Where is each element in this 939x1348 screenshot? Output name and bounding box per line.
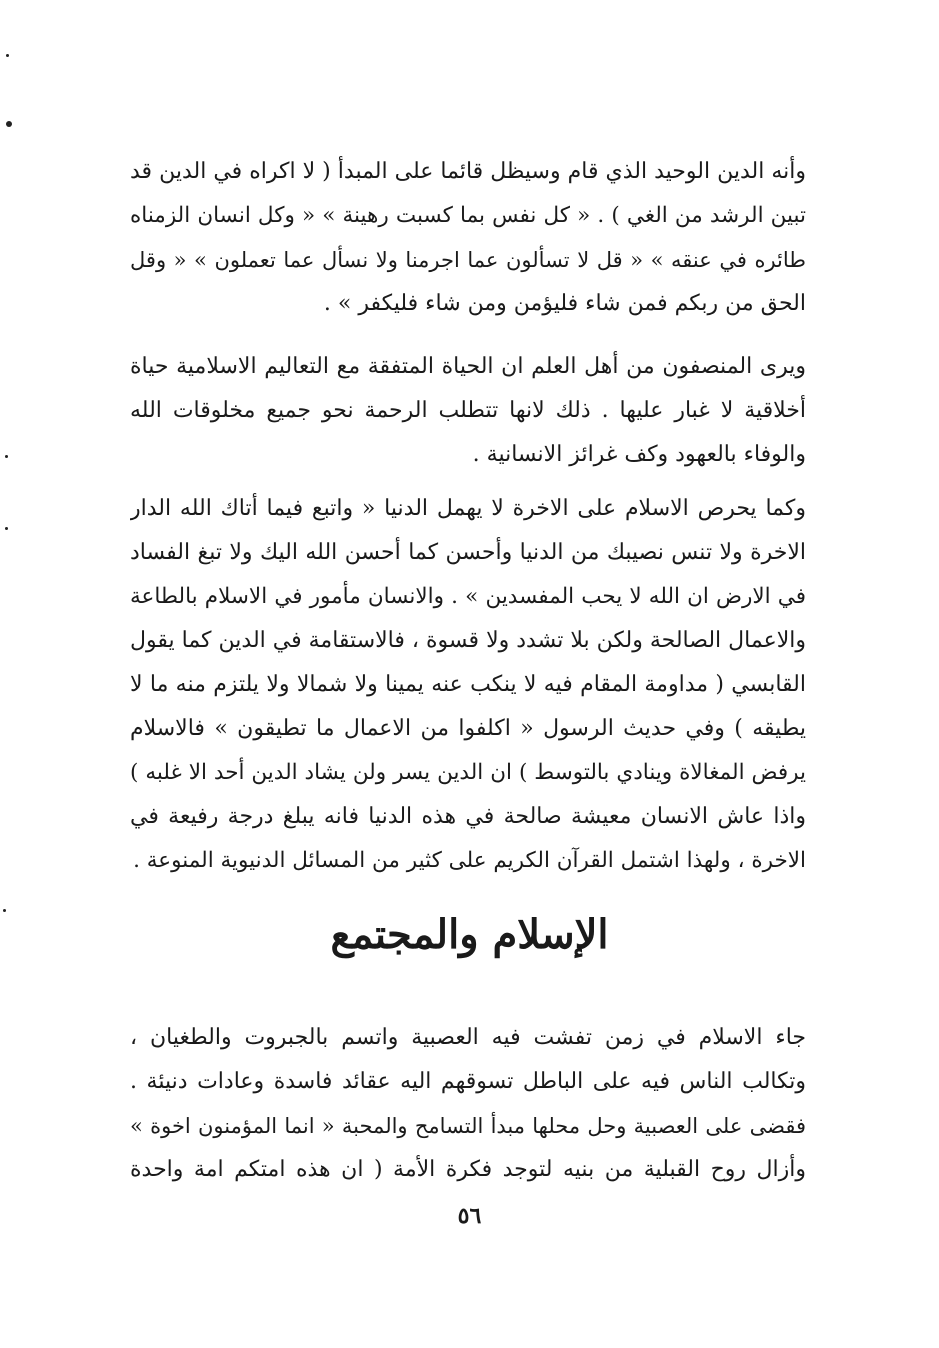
text-line: والاعمال الصالحة ولكن بلا تشدد ولا قسوة ، فالاستقامة في الدين كما يقول bbox=[130, 628, 806, 653]
text-line: أخلاقية لا غبار عليها . ذلك لانها تتطلب الرحمة نحو جميع مخلوقات الله bbox=[130, 398, 806, 423]
paragraph-3 bbox=[130, 487, 806, 883]
scan-speck bbox=[5, 455, 8, 458]
section-heading: الإسلام والمجتمع bbox=[330, 911, 609, 958]
scan-speck bbox=[6, 121, 12, 127]
text-line: وكما يحرص الاسلام على الاخرة لا يهمل الدنيا « واتبع فيما أتاك الله الدار bbox=[130, 496, 806, 521]
text-line: وتكالب الناس فيه على الباطل تسوقهم اليه عقائد فاسدة وعادات دنيئة . bbox=[130, 1069, 806, 1094]
paragraph-2 bbox=[130, 345, 806, 477]
text-line: واذا عاش الانسان معيشة صالحة في هذه الدنيا فانه يبلغ درجة رفيعة في bbox=[130, 804, 806, 829]
text-line: الاخرة ولا تنس نصيبك من الدنيا وأحسن كما أحسن الله اليك ولا تبغ الفساد bbox=[130, 540, 806, 565]
text-line: وأزال روح القبلية من بنيه لتوجد فكرة الأمة ( ان هذه امتكم امة واحدة bbox=[130, 1157, 806, 1182]
text-line: يطيقه ) وفي حديث الرسول « اكلفوا من الاعمال ما تطيقون » فالاسلام bbox=[130, 716, 806, 741]
text-line: طائره في عنقه » « قل لا تسألون عما اجرمنا ولا نسأل عما تعملون » « وقل bbox=[130, 248, 806, 272]
text-line: يرفض المغالاة وينادي بالتوسط ) ان الدين يسر ولن يشاد الدين أحد الا غلبه ) bbox=[130, 760, 806, 785]
text-line: في الارض ان الله لا يحب المفسدين » . والانسان مأمور في الاسلام بالطاعة bbox=[130, 584, 806, 609]
text-line: وأنه الدين الوحيد الذي قام وسيظل قائما على المبدأ ( لا اكراه في الدين قد bbox=[130, 159, 806, 184]
text-line: الحق من ربكم فمن شاء فليؤمن ومن شاء فليكفر » . bbox=[323, 291, 806, 316]
scan-speck bbox=[5, 527, 8, 530]
text-line: والوفاء بالعهود وكف غرائز الانسانية . bbox=[472, 442, 806, 467]
text-line: الاخرة ، ولهذا اشتمل القرآن الكريم على كثير من المسائل الدنيوية المنوعة . bbox=[133, 848, 806, 873]
paragraph-4 bbox=[130, 1016, 806, 1192]
text-line: ويرى المنصفون من أهل العلم ان الحياة المتفقة مع التعاليم الاسلامية حياة bbox=[130, 354, 806, 379]
text-line: فقضى على العصبية وحل محلها مبدأ التسامح والمحبة « انما المؤمنون اخوة » bbox=[130, 1114, 806, 1138]
page-number: ٥٦ bbox=[457, 1203, 482, 1229]
text-line: القابسي ( مداومة المقام فيه لا ينكب عنه يمينا ولا شمالا ولا يلتزم منه ما لا bbox=[130, 672, 806, 697]
scan-speck bbox=[6, 54, 9, 57]
text-line: جاء الاسلام في زمن تفشت فيه العصبية واتسم بالجبروت والطغيان ، bbox=[130, 1025, 806, 1050]
text-line: تبين الرشد من الغي ) . « كل نفس بما كسبت رهينة » « وكل انسان الزمناه bbox=[130, 203, 806, 228]
paragraph-1 bbox=[130, 150, 806, 326]
